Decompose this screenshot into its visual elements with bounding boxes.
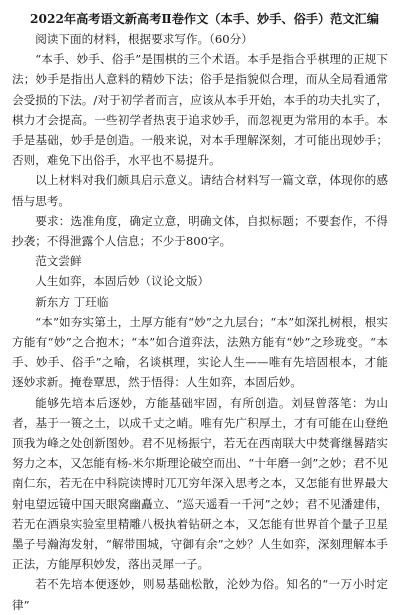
material-paragraph-1: “本手、妙手、俗手”是围棋的三个术语。本手是指合乎棋理的正规下法；妙手是指出人意料的精妙下法；俗手是指貌似合理，而从全局看通常会受损的下法。/对于初学者而言，应该从本手开始，本手的功夫扎实了，棋力才会提高。一些初学者热衷于追求妙手，而忽视更为常用的本手。本手是基础，妙手是创造。一般来说，对本手理解深刻，才可能出现妙手；否则，难免下出俗手，水平也不易提升。 (12, 52, 388, 168)
essay-title: 人生如弈，本固后妙（议论文版） (35, 274, 210, 289)
requirements-paragraph: 要求：选准角度，确定立意，明确文体，自拟标题；不要套作，不得抄袭；不得泄露个人信息；不少于800字。 (12, 213, 388, 249)
essay-paragraph-2: 能够先培本后逐妙，方能基础牢固，有所创造。刘昼曾落笔：为山者，基于一篑之土，以成千丈之峭。唯有先广积厚土，才有可能在山登绝顶我为峰之处创新图妙。君不见杨振宁，若无在西南联大中焚膏继晷踏实努力之本，又怎能有杨-米尔斯理论破空而出、“十年磨一剑”之妙；君不见南仁东，若无在中科院读博时兀兀穷年深入思考之本，又怎能有世界最大射电望远镜中国天眼窝幽矗立、“巡天遥看一千河”之妙；君不见潘建伟，若无在酒泉实验室里精雕八极执着钻研之本，又怎能有世界首个量子卫星墨子号瀚海发射，“解带围城，守御有余”之妙？人生如弈，深刻理解本手正法，方能厚积妙发，落出灵犀一子。 (12, 395, 388, 572)
essay-paragraph-1: “本”如夯实第土，土厚方能有“妙”之九层台；“本”如深扎树根，根实方能有“妙”之合抱木；“本”如合道弈法，法熟方能有“妙”之珍珑变。“本手、妙手、俗手”之喻，名谈棋理，实论人生——唯有先培固根本，才能逐妙求新。掩卷覃思，然于悟得：人生如弈，本固后妙。 (12, 314, 388, 390)
section-label: 范文尝鲜 (35, 254, 82, 269)
essay-paragraph-3: 若不先培本便逐妙，则易基础松散，沦妙为俗。知名的“一万小时定律” (12, 577, 388, 612)
material-paragraph-2: 以上材料对我们颇具启示意义。请结合材料写一篇文章，体现你的感悟与思考。 (12, 173, 388, 208)
author-line: 新东方 丁玨临 (35, 294, 109, 309)
document-title: 2022年高考语文新高考Ⅱ卷作文（本手、妙手、俗手）范文汇编 (30, 12, 379, 26)
instruction-paragraph: 阅读下面的材料，根据要求写作。（60分） (35, 32, 253, 46)
